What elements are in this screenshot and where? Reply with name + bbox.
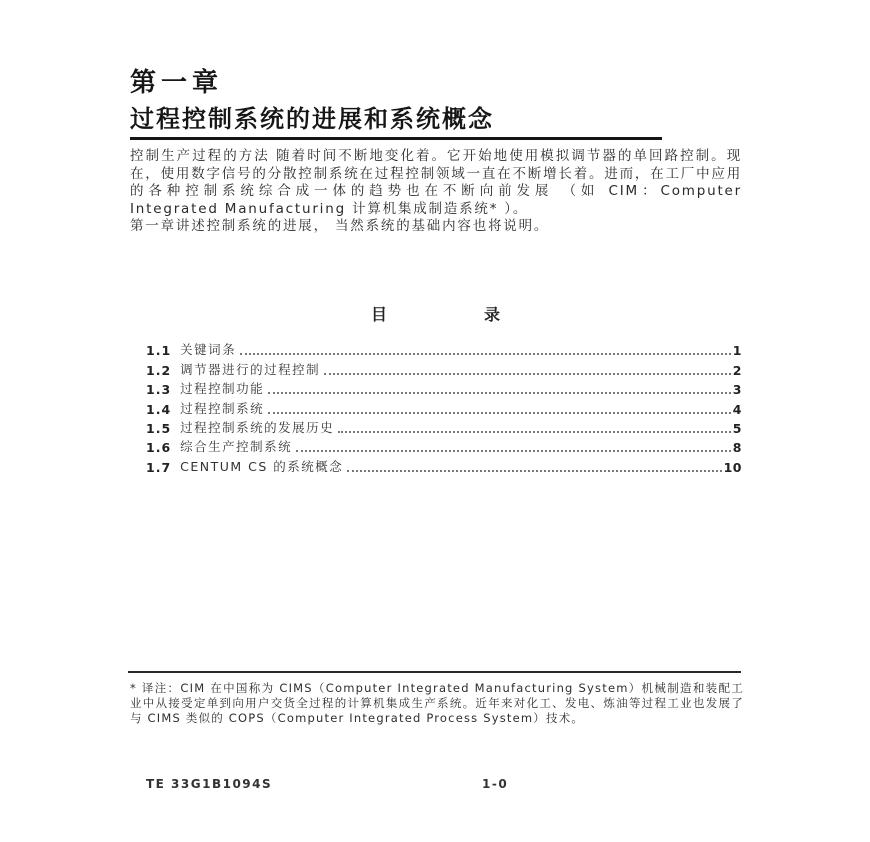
- toc-entry-title: 过程控制系统的发展历史: [180, 419, 335, 435]
- chapter-title: 第一章: [130, 68, 224, 98]
- toc-entry: [146, 418, 742, 437]
- toc-entry-page: 5: [732, 420, 742, 436]
- summary-paragraph: 第一章讲述控制系统的进展， 当然系统的基础内容也将说明。: [130, 218, 550, 234]
- toc-entry: [146, 379, 742, 398]
- toc-entry-page: 2: [732, 362, 742, 378]
- toc-dotted-leader: [296, 450, 731, 452]
- toc-entry-number: 1.6: [146, 440, 172, 456]
- footer-page-number: 1-0: [482, 777, 509, 791]
- footer-document-number: TE 33G1B1094S: [146, 777, 273, 791]
- footnote-text: * 译注：CIM 在中国称为 CIMS（Computer Integrated Manufacturing System）机械制造和装配工业中从接受定单到向用户交货全过程的计算机集成生产系统。近年来对化工、发电、炼油等过程工业也发展了与 CIMS 类似的 COPS（Computer Integrated Process System）技术。: [130, 681, 744, 726]
- toc-dotted-leader: [347, 470, 721, 472]
- footnote-divider: [128, 671, 741, 673]
- toc-dotted-leader: [268, 392, 731, 394]
- toc-entry-number: 1.2: [146, 362, 172, 378]
- toc-dotted-leader: [338, 431, 731, 433]
- toc-entry-number: 1.5: [146, 420, 172, 436]
- toc-entry-title: 综合生产控制系统: [180, 439, 293, 455]
- toc-entry-number: 1.7: [146, 459, 172, 475]
- toc-entry-number: 1.3: [146, 382, 172, 398]
- toc-entry: [146, 437, 742, 456]
- toc-entry-title: 过程控制系统: [180, 400, 265, 416]
- toc-entry-number: 1.4: [146, 401, 172, 417]
- toc-entry-page: 1: [732, 343, 742, 359]
- toc-list: [146, 340, 742, 476]
- toc-entry-page: 4: [732, 401, 742, 417]
- toc-dotted-leader: [268, 412, 731, 414]
- toc-entry: [146, 398, 742, 417]
- toc-heading-char-right: 录: [484, 305, 502, 324]
- toc-entry: [146, 456, 742, 475]
- toc-heading-char-left: 目: [370, 305, 388, 324]
- toc-entry-page: 3: [732, 382, 742, 398]
- toc-dotted-leader: [240, 353, 731, 355]
- toc-entry-title: 过程控制功能: [180, 381, 265, 397]
- toc-entry: [146, 359, 742, 378]
- section-title: 过程控制系统的进展和系统概念: [130, 99, 662, 140]
- toc-entry-title: 调节器进行的过程控制: [180, 361, 321, 377]
- toc-dotted-leader: [324, 373, 731, 375]
- intro-paragraph: 控制生产过程的方法 随着时间不断地变化着。它开始地使用模拟调节器的单回路控制。现在，使用数字信号的分散控制系统在过程控制领域一直在不断增长着。进而，在工厂中应用的各种控制系统综合成一体的趋势也在不断向前发展 （如 CIM：Computer Integrated Manufacturing 计算机集成制造系统* ）。: [130, 148, 742, 217]
- toc-entry-number: 1.1: [146, 343, 172, 359]
- toc-entry-title: 关键词条: [180, 342, 237, 358]
- toc-heading: [130, 302, 742, 325]
- toc-entry: [146, 340, 742, 359]
- toc-entry-page: 10: [723, 459, 742, 475]
- toc-entry-title: CENTUM CS 的系统概念: [180, 458, 344, 474]
- toc-entry-page: 8: [732, 440, 742, 456]
